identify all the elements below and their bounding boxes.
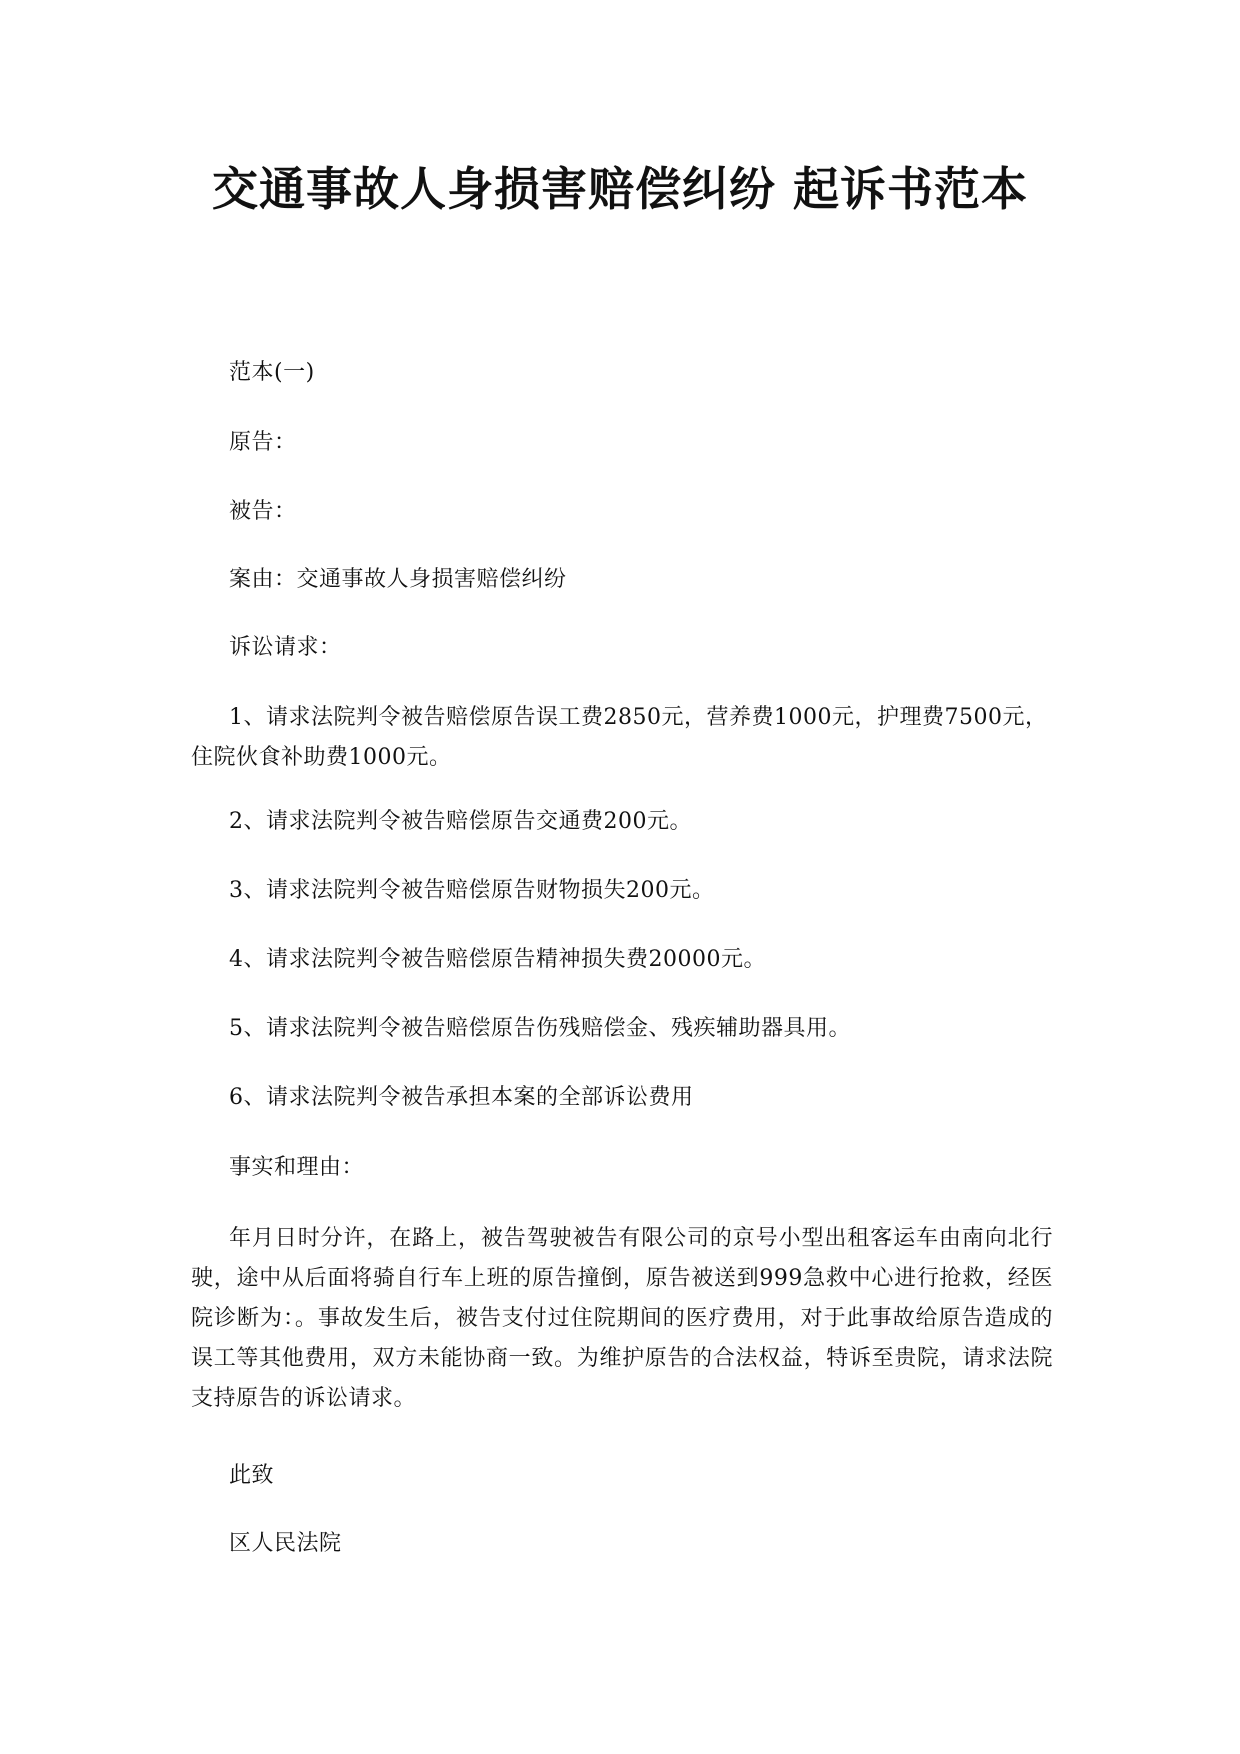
sample-label: 范本(一) bbox=[229, 360, 315, 385]
facts-body: 年月日时分许，在路上，被告驾驶被告有限公司的京号小型出租客运车由南向北行驶，途中从后面将骑自行车上班的原告撞倒，原告被送到999急救中心进行抢救，经医院诊断为：。事故发生后，被告支付过住院期间的医疗费用，对于此事故给原告造成的误工等其他费用，双方未能协商一致。为维护原告的合法权益，特诉至贵院，请求法院支持原告的诉讼请求。 bbox=[191, 1226, 1053, 1411]
claim-item-6: 6、请求法院判令被告承担本案的全部诉讼费用 bbox=[229, 1085, 694, 1110]
facts-heading: 事实和理由： bbox=[229, 1155, 365, 1180]
document-title: 交通事故人身损害赔偿纠纷 起诉书范本 bbox=[211, 162, 1028, 216]
closing-salutation: 此致 bbox=[229, 1463, 275, 1488]
claim-item-1: 1、请求法院判令被告赔偿原告误工费2850元，营养费1000元，护理费7500元，住院伙食补助费1000元。 bbox=[191, 705, 1048, 770]
defendant-line: 被告： bbox=[229, 499, 297, 524]
claim-item-4: 4、请求法院判令被告赔偿原告精神损失费20000元。 bbox=[229, 947, 766, 972]
plaintiff-line: 原告： bbox=[229, 430, 297, 455]
claim-item-5: 5、请求法院判令被告赔偿原告伤残赔偿金、残疾辅助器具用。 bbox=[229, 1016, 851, 1041]
claim-item-3: 3、请求法院判令被告赔偿原告财物损失200元。 bbox=[229, 878, 715, 903]
claim-item-2: 2、请求法院判令被告赔偿原告交通费200元。 bbox=[229, 809, 692, 834]
claims-heading: 诉讼请求： bbox=[229, 635, 342, 660]
case-cause-line: 案由：交通事故人身损害赔偿纠纷 bbox=[229, 567, 567, 592]
court-name: 区人民法院 bbox=[229, 1531, 342, 1556]
